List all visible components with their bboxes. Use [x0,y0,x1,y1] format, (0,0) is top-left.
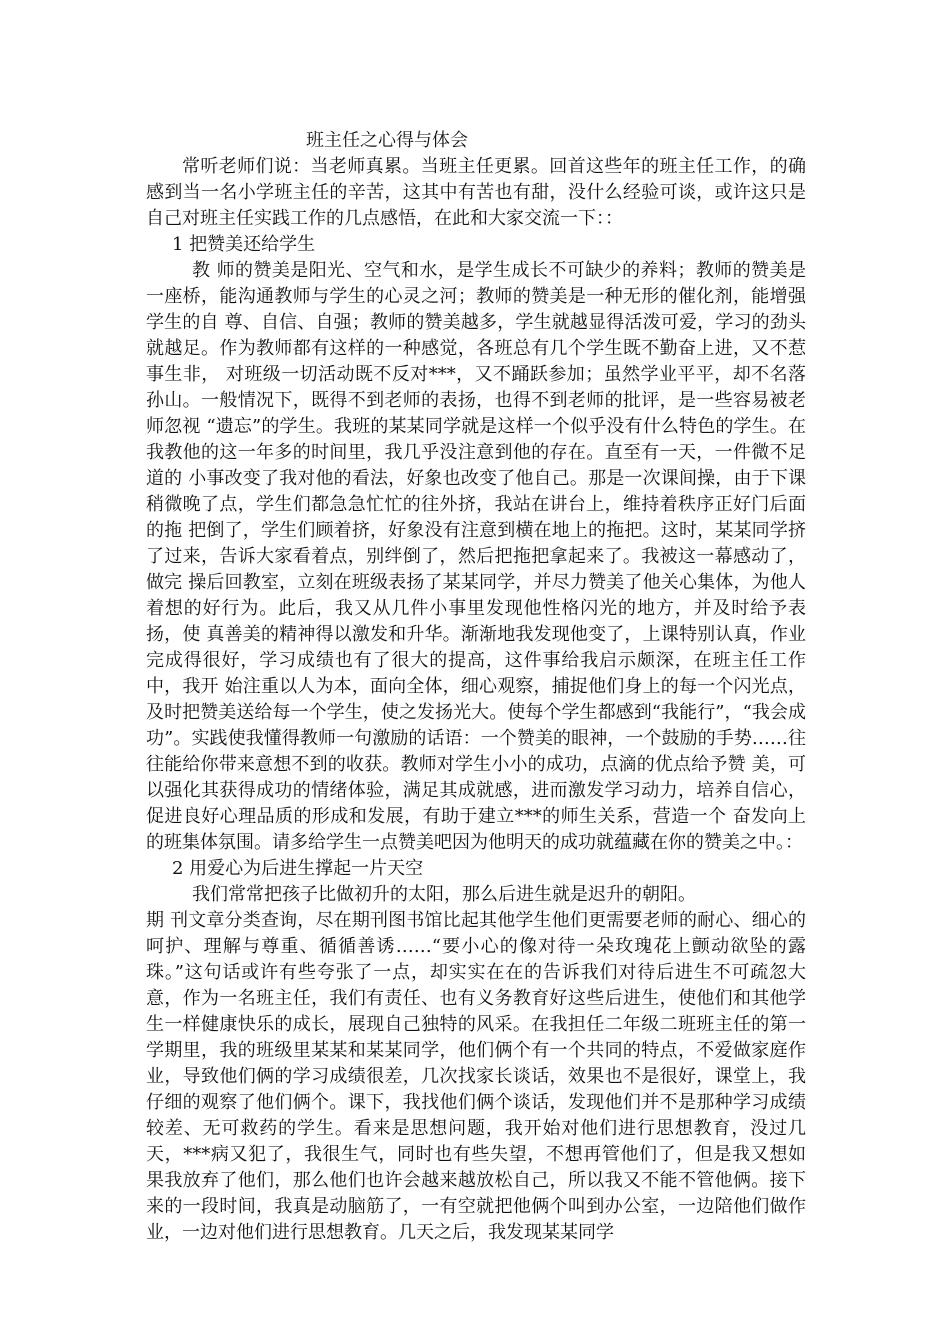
section-heading-2: 2 用爱心为后进生撑起一片天空 [172,858,424,879]
section-2-paragraph-1: 我们常常把孩子比做初升的太阳，那么后进生就是迟升的朝阳。 [192,884,696,905]
intro-paragraph: 常听老师们说：当老师真累。当班主任更累。回首这些年的班主任工作，的确感到当一名小学班主任的辛苦，这其中有苦也有甜，没什么经验可谈，或许这只是自己对班主任实践工作的几点感悟，在此和大家交流一下：： [146,156,806,229]
document-body [146,128,806,1246]
section-2-paragraph-2: 期 刊文章分类查询，尽在期刊图书馆比起其他学生他们更需要老师的耐心、细心的呵护、理解与尊重、循循善诱……“要小心的像对待一朵玫瑰花上颤动欲坠的露 珠。”这句话或许有些夸张了一点，却实实在在的告诉我们对待后进生不可疏忽大意，作为一名班主任，我们有责任、也有义务教育好这些后进生，使他们和其他学 生一样健康快乐的成长，展现自己独特的风采。在我担任二年级二班班主任的第一学期里，我的班级里某某和某某同学，他们俩个有一个共同的特点，不爱做家庭作 业，导致他们俩的学习成绩很差，几次找家长谈话，效果也不是很好，课堂上，我仔细的观察了他们俩个。课下，我找他们俩个谈话，发现他们并不是那种学习成绩 较差、无可救药的学生。看来是思想问题，我开始对他们进行思想教育，没过几天，***病又犯了，我很生气，同时也有些失望，不想再管他们了，但是我又想如 果我放弃了他们，那么他们也许会越来越放松自己，所以我又不能不管他俩。接下来的一段时间，我真是动脑筋了，一有空就把他俩个叫到办公室，一边陪他们做作 业，一边对他们进行思想教育。几天之后，我发现某某同学 [146,910,806,1243]
section-heading-1: 1 把赞美还给学生 [172,234,316,255]
document-title: 班主任之心得与体会 [306,130,468,151]
section-1-paragraph: 教 师的赞美是阳光、空气和水，是学生成长不可缺少的养料；教师的赞美是一座桥，能沟通教师与学生的心灵之河；教师的赞美是一种无形的催化剂，能增强学生的自 尊、自信、自强；教师的赞美越多，学生就越显得活泼可爱，学习的劲头就越足。作为教师都有这样的一种感觉，各班总有几个学生既不勤奋上进，又不惹事生非， 对班级一切活动既不反对***，又不踊跃参加；虽然学业平平，却不名落孙山。一般情况下，既得不到老师的表扬，也得不到老师的批评，是一些容易被老师忽视 “遗忘”的学生。我班的某某同学就是这样一个似乎没有什么特色的学生。在我教他的这一年多的时间里，我几乎没注意到他的存在。直至有一天，一件微不足道的 小事改变了我对他的看法，好象也改变了他自己。那是一次课间操，由于下课稍微晚了点，学生们都急急忙忙的往外挤，我站在讲台上，维持着秩序正好门后面的拖 把倒了，学生们顾着挤，好象没有注意到横在地上的拖把。这时，某某同学挤了过来，告诉大家看着点，别绊倒了，然后把拖把拿起来了。我被这一幕感动了，做完 操后回教室，立刻在班级表扬了某某同学，并尽力赞美了他关心集体，为他人着想的好行为。此后，我又从几件小事里发现他性格闪光的地方，并及时给予表扬，使 真善美的精神得以激发和升华。渐渐地我发现他变了，上课特别认真，作业完成得很好，学习成绩也有了很大的提高，这件事给我启示颇深，在班主任工作中，我开 始注重以人为本，面向全体，细心观察，捕捉他们身上的每一个闪光点，及时把赞美送给每一个学生，使之发扬光大。使每个学生都感到“我能行”，“我会成 功”。实践使我懂得教师一句激励的话语：一个赞美的眼神，一个鼓励的手势……往往能给你带来意想不到的收获。教师对学生小小的成功，点滴的优点给予赞 美，可以强化其获得成功的情绪体验，满足其成就感，进而激发学习动力，培养自信心，促进良好心理品质的形成和发展，有助于建立***的师生关系，营造一个 奋发向上的班集体氛围。请多给学生一点赞美吧因为他明天的成功就蕴藏在你的赞美之中。： [146,260,806,853]
